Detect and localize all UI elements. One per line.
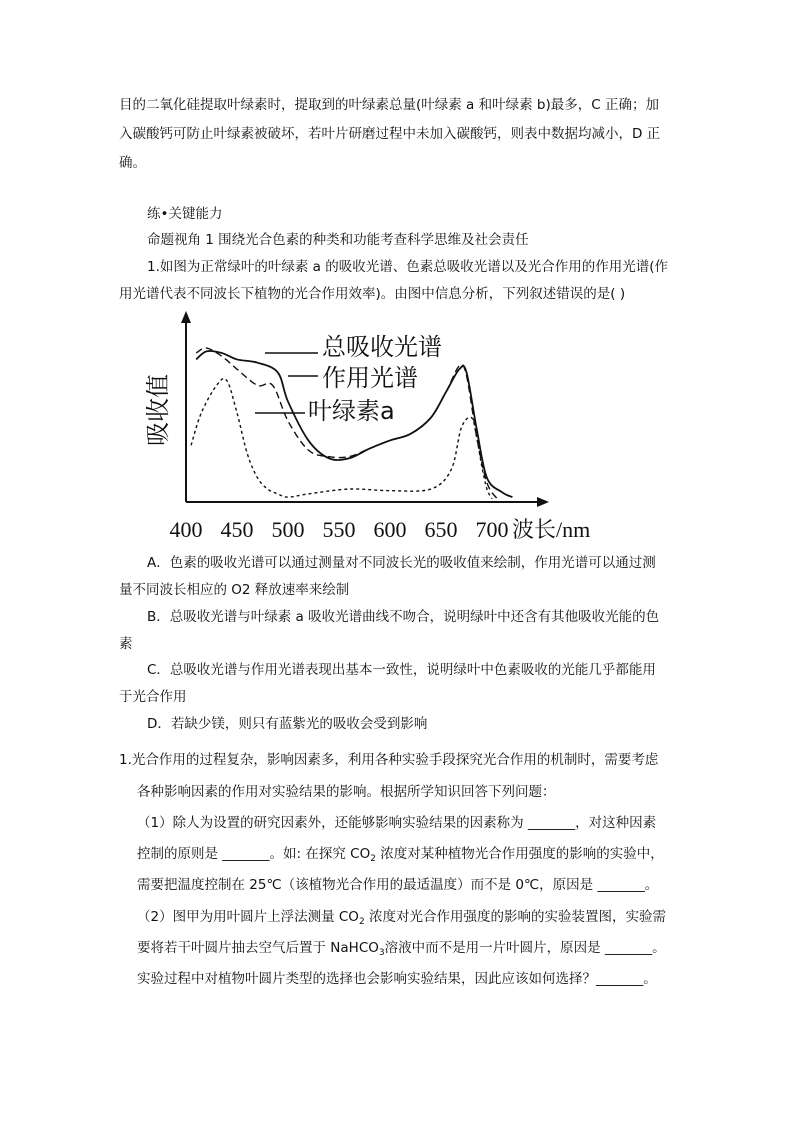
absorption-spectrum-chart bbox=[140, 305, 640, 550]
option-a-line-2: 量不同波长相应的 O2 释放速率来绘制 bbox=[119, 582, 350, 598]
x-tick-label: 450 bbox=[220, 517, 254, 542]
text-segment: （2）图甲为用叶圆片上浮法测量 CO bbox=[137, 909, 359, 925]
topic-title: 命题视角 1 围绕光合色素的种类和功能考查科学思维及社会责任 bbox=[147, 232, 529, 248]
text-segment: 浓度对光合作用强度的影响的实验装置图，实验需 bbox=[364, 909, 666, 925]
legend-label: 总吸收光谱 bbox=[322, 333, 442, 361]
section-title: 练•关键能力 bbox=[147, 206, 223, 222]
question-2-part-1-line-2 bbox=[137, 844, 664, 869]
text-segment: 要将若干叶圆片抽去空气后置于 NaHCO bbox=[137, 940, 379, 956]
option-b-line-1: B．总吸收光谱与叶绿素 a 吸收光谱曲线不吻合，说明绿叶中还含有其他吸收光能的色 bbox=[147, 609, 660, 625]
x-tick-label: 500 bbox=[271, 517, 305, 542]
question-2-part-1-line-1: （1）除人为设置的研究因素外，还能够影响实验结果的因素称为 _______，对这种因素 bbox=[137, 815, 657, 831]
x-tick-label: 550 bbox=[322, 517, 356, 542]
y-axis-label: 吸收值 bbox=[144, 374, 172, 446]
option-d: D．若缺少镁，则只有蓝紫光的吸收会受到影响 bbox=[147, 716, 428, 732]
x-tick-label: 700 bbox=[475, 517, 509, 542]
question-2-part-2-line-2 bbox=[137, 938, 666, 963]
subscript: 2 bbox=[358, 917, 365, 927]
x-axis-label: 波长/nm bbox=[512, 517, 591, 542]
question-1-line-2: 用光谱代表不同波长下植物的光合作用效率)。由图中信息分析，下列叙述错误的是( ) bbox=[119, 286, 626, 302]
x-tick-label: 650 bbox=[424, 517, 458, 542]
question-2-part-1-line-3: 需要把温度控制在 25℃（该植物光合作用的最适温度）而不是 0℃，原因是 _______。 bbox=[137, 877, 659, 893]
x-tick-label: 400 bbox=[169, 517, 203, 542]
option-a-line-1: A．色素的吸收光谱可以通过测量对不同波长光的吸收值来绘制，作用光谱可以通过测 bbox=[147, 555, 656, 571]
question-2-line-1: 1.光合作用的过程复杂，影响因素多，利用各种实验手段探究光合作用的机制时，需要考虑 bbox=[119, 752, 659, 768]
intro-line-3: 确。 bbox=[119, 155, 146, 171]
text-segment: 浓度对某种植物光合作用强度的影响的实验中， bbox=[375, 846, 664, 862]
chart-ticks bbox=[170, 517, 509, 542]
option-b-line-2: 素 bbox=[119, 636, 133, 652]
question-2-part-2-line-1 bbox=[137, 907, 666, 932]
option-c-line-2: 于光合作用 bbox=[119, 689, 187, 705]
intro-line-1: 目的二氧化硅提取叶绿素时，提取到的叶绿素总量(叶绿素 a 和叶绿素 b)最多，C 正确；加 bbox=[119, 97, 659, 113]
question-2-part-2-line-3: 实验过程中对植物叶圆片类型的选择也会影响实验结果，因此应该如何选择？_______。 bbox=[137, 971, 657, 987]
question-1-line-1: 1.如图为正常绿叶的叶绿素 a 的吸收光谱、色素总吸收光谱以及光合作用的作用光谱(作 bbox=[147, 259, 669, 275]
option-c-line-1: C．总吸收光谱与作用光谱表现出基本一致性，说明绿叶中色素吸收的光能几乎都能用 bbox=[147, 662, 656, 678]
x-axis-arrow bbox=[537, 497, 549, 507]
legend-label: 作用光谱 bbox=[322, 364, 418, 392]
text-segment: 控制的原则是 _______。如: 在探究 CO bbox=[137, 846, 371, 862]
legend-label: 叶绿素a bbox=[308, 397, 395, 425]
question-2-line-2: 各种影响因素的作用对实验结果的影响。根据所学知识回答下列问题： bbox=[137, 784, 556, 800]
x-tick-label: 600 bbox=[373, 517, 407, 542]
subscript: 2 bbox=[370, 854, 376, 864]
text-segment: 溶液中而不是用一片叶圆片，原因是 _______。 bbox=[384, 940, 666, 956]
intro-line-2: 入碳酸钙可防止叶绿素被破坏，若叶片研磨过程中未加入碳酸钙，则表中数据均减小，D 正 bbox=[119, 126, 661, 142]
y-axis-arrow bbox=[181, 311, 191, 323]
subscript: 3 bbox=[378, 948, 385, 958]
chart-legend bbox=[255, 333, 442, 425]
chart-svg bbox=[140, 305, 640, 550]
